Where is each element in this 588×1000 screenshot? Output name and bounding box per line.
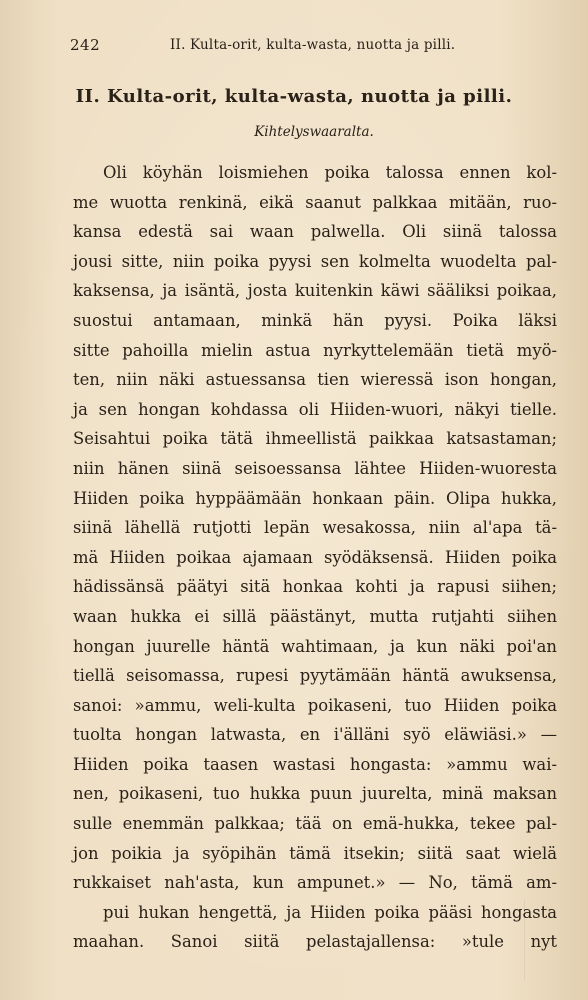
text-line: Seisahtui poika tätä ihmeellistä paikkaa katsastaman; [73,429,557,449]
text-line: kansa edestä sai waan palwella. Oli siinä talossa [73,222,557,242]
text-line: kaksensa, ja isäntä, josta kuitenkin käwi sääliksi poikaa, [73,281,557,301]
running-head: II. Kulta-orit, kulta-wasta, nuotta ja pilli. [170,37,456,53]
page-number: 242 [70,36,101,54]
text-line: pui hukan hengettä, ja Hiiden poika pääsi hongasta [103,902,557,922]
text-line: siinä lähellä rutjotti lepän wesakossa, niin al'apa tä- [73,518,557,538]
story-source: Kihtelyswaaralta. [254,124,374,140]
text-line: tiellä seisomassa, rupesi pyytämään häntä awuksensa, [73,666,557,686]
text-line: me wuotta renkinä, eikä saanut palkkaa mitään, ruo- [73,192,557,212]
text-line: waan hukka ei sillä päästänyt, mutta rutjahti siihen [73,606,557,626]
text-line: tuolta hongan latwasta, en i'älläni syö eläwiäsi.» — [73,725,557,745]
text-line: nen, poikaseni, tuo hukka puun juurelta, minä maksan [73,784,557,804]
text-line: sanoi: »ammu, weli-kulta poikaseni, tuo Hiiden poika [73,695,557,715]
page-header [70,36,540,58]
text-line: Hiiden poika hyppäämään honkaan päin. Olipa hukka, [73,488,557,508]
text-line: sitte pahoilla mielin astua nyrkyttelemään tietä myö- [73,340,557,360]
text-line: mä Hiiden poikaa ajamaan syödäksensä. Hiiden poika [73,547,557,567]
text-line: Oli köyhän loismiehen poika talossa ennen kol- [103,163,557,182]
text-line: suostui antamaan, minkä hän pyysi. Poika läksi [73,310,557,330]
story-body [73,158,557,957]
text-line: niin hänen siinä seisoessansa lähtee Hiiden-wuoresta [73,458,557,478]
story-title: II. Kulta-orit, kulta-wasta, nuotta ja pilli. [75,86,513,107]
paper-crease [524,900,525,980]
text-line: hongan juurelle häntä wahtimaan, ja kun näki poi'an [73,636,557,656]
text-line: jon poikia ja syöpihän tämä itsekin; siitä saat wielä [73,843,557,863]
text-line: Hiiden poika taasen wastasi hongasta: »ammu wai- [73,754,557,774]
text-line: hädissänsä päätyi sitä honkaa kohti ja rapusi siihen; [73,577,557,597]
text-line: jousi sitte, niin poika pyysi sen kolmelta wuodelta pal- [73,251,557,271]
text-line: ja sen hongan kohdassa oli Hiiden-wuori, näkyi tielle. [73,399,557,419]
text-line: rukkaiset nah'asta, kun ampunet.» — No, tämä am- [73,873,557,893]
text-line: sulle enemmän palkkaa; tää on emä-hukka, tekee pal- [73,814,557,834]
text-line: ten, niin näki astuessansa tien wieressä ison hongan, [73,370,557,390]
text-line: maahan. Sanoi siitä pelastajallensa: »tule nyt [73,932,557,952]
